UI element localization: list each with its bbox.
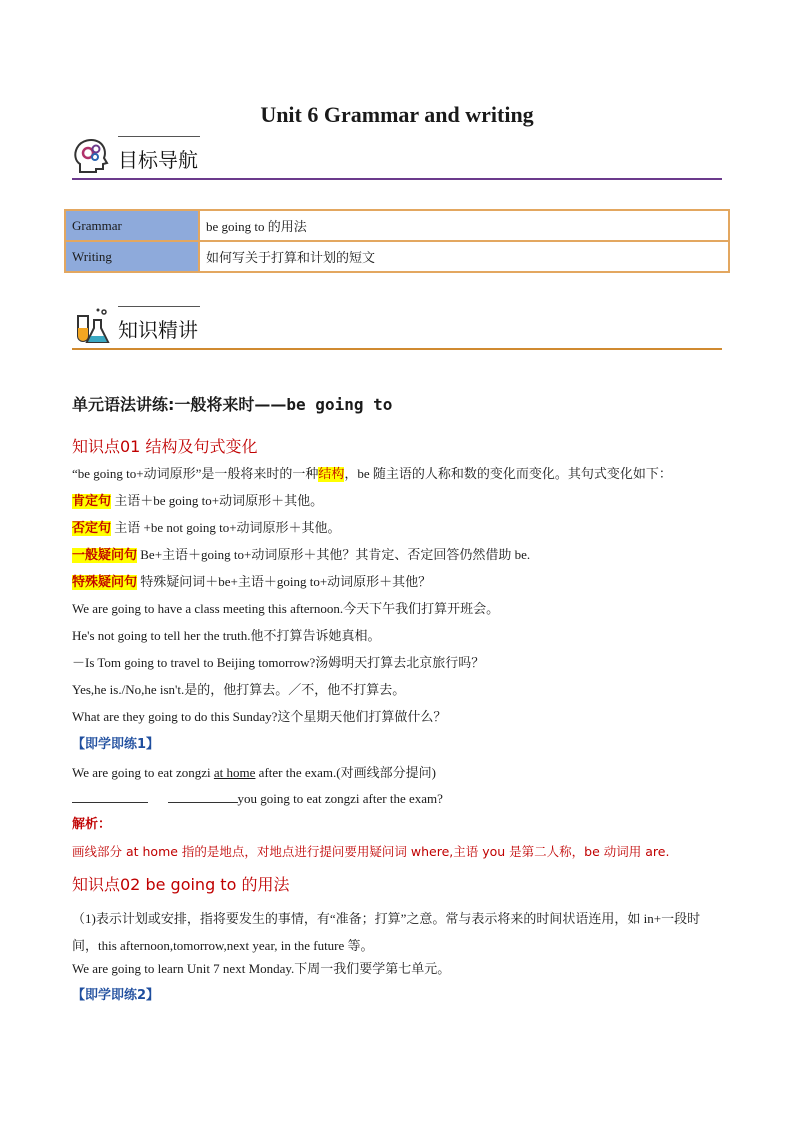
tag-wh-question: 特殊疑问句 (72, 575, 138, 590)
kp2-paragraph: （1)表示计划或安排，指将要发生的事情，有“准备；打算”之意。常与表示将来的时间状语连用，如 in+一段时间，this afternoon,tomorrow,next year, in the future 等。 (72, 911, 701, 953)
example-sentence: We are going to learn Unit 7 next Monday.下周一我们要学第七单元。 (72, 961, 451, 976)
example-sentence: We are going to have a class meeting this afternoon.今天下午我们打算开班会。 (72, 601, 500, 616)
table-row (65, 241, 729, 272)
tag-yes-no-question: 一般疑问句 (72, 548, 138, 563)
kp1-intro (72, 465, 732, 484)
head-gears-icon (72, 136, 112, 176)
example-sentence: He's not going to tell her the truth.他不打算告诉她真相。 (72, 628, 381, 643)
pattern-negative (72, 519, 732, 538)
table-row (65, 210, 729, 241)
example-sentence: Yes,he is./No,he isn't.是的，他打算去。／不，他不打算去。 (72, 682, 406, 697)
pattern-text: 主语＋be going to+动词原形＋其他。 (111, 493, 324, 508)
pattern-wh-question (72, 573, 732, 592)
divider (72, 348, 722, 350)
pattern-text: 特殊疑问词＋be+主语＋going to+动词原形＋其他？ (137, 574, 432, 589)
question-text: We are going to eat zongzi (72, 765, 214, 780)
tag-negative: 否定句 (72, 521, 112, 536)
intro-text: ，be 随主语的人称和数的变化而变化。其句式变化如下： (344, 466, 672, 481)
analysis-label: 解析： (72, 817, 112, 832)
section-title-knowledge: 知识精讲 (118, 318, 198, 342)
page-title: Unit 6 Grammar and writing (260, 102, 534, 127)
divider (72, 178, 722, 180)
section-header-target (72, 136, 722, 180)
practice-label-2: 【即学即练2】 (72, 988, 160, 1003)
question-text: after the exam.(对画线部分提问) (255, 765, 436, 780)
table-value-cell: 如何写关于打算和计划的短文 (199, 241, 729, 272)
table-value-cell: be going to 的用法 (199, 210, 729, 241)
tag-affirmative: 肯定句 (72, 494, 112, 509)
section-header-knowledge (72, 306, 722, 350)
practice-question-1 (72, 764, 732, 782)
knowledge-point-1-title: 知识点01 结构及句式变化 (72, 437, 258, 456)
subheading-en: be going to (286, 395, 393, 414)
analysis-text: 画线部分 at home 指的是地点，对地点进行提问要用疑问词 where,主语 you 是第二人称，be 动词用 are. (72, 844, 670, 859)
underlined-phrase: at home (213, 765, 256, 780)
target-table (64, 209, 730, 273)
table-label-cell: Grammar (65, 210, 199, 241)
grammar-subheading (72, 392, 392, 415)
intro-text: “be going to+动词原形”是一般将来时的一种 (72, 466, 319, 481)
pattern-text: 主语 +be not going to+动词原形＋其他。 (111, 520, 341, 535)
answer-text: you going to eat zongzi after the exam? (237, 791, 443, 806)
example-sentence: What are they going to do this Sunday?这个星期天他们打算做什么？ (72, 709, 447, 724)
section-title-target: 目标导航 (118, 148, 198, 172)
table-label-cell: Writing (65, 241, 199, 272)
decor-line (118, 306, 200, 307)
example-sentence: －Is Tom going to travel to Beijing tomorrow?汤姆明天打算去北京旅行吗？ (72, 655, 485, 670)
answer-line-1 (72, 790, 732, 808)
pattern-text: Be+主语＋going to+动词原形＋其他？其肯定、否定回答仍然借助 be. (137, 547, 531, 562)
decor-line (118, 136, 200, 137)
answer-blank[interactable] (168, 790, 238, 803)
answer-blank[interactable] (72, 790, 148, 803)
flask-icon (72, 306, 112, 346)
knowledge-point-2-title: 知识点02 be going to 的用法 (72, 875, 290, 894)
practice-label-1: 【即学即练1】 (72, 737, 160, 752)
pattern-affirmative (72, 492, 732, 511)
highlight-structure: 结构 (318, 467, 345, 482)
subheading-cn: 单元语法讲练:一般将来时—— (72, 395, 287, 414)
pattern-yes-no-question (72, 546, 732, 565)
